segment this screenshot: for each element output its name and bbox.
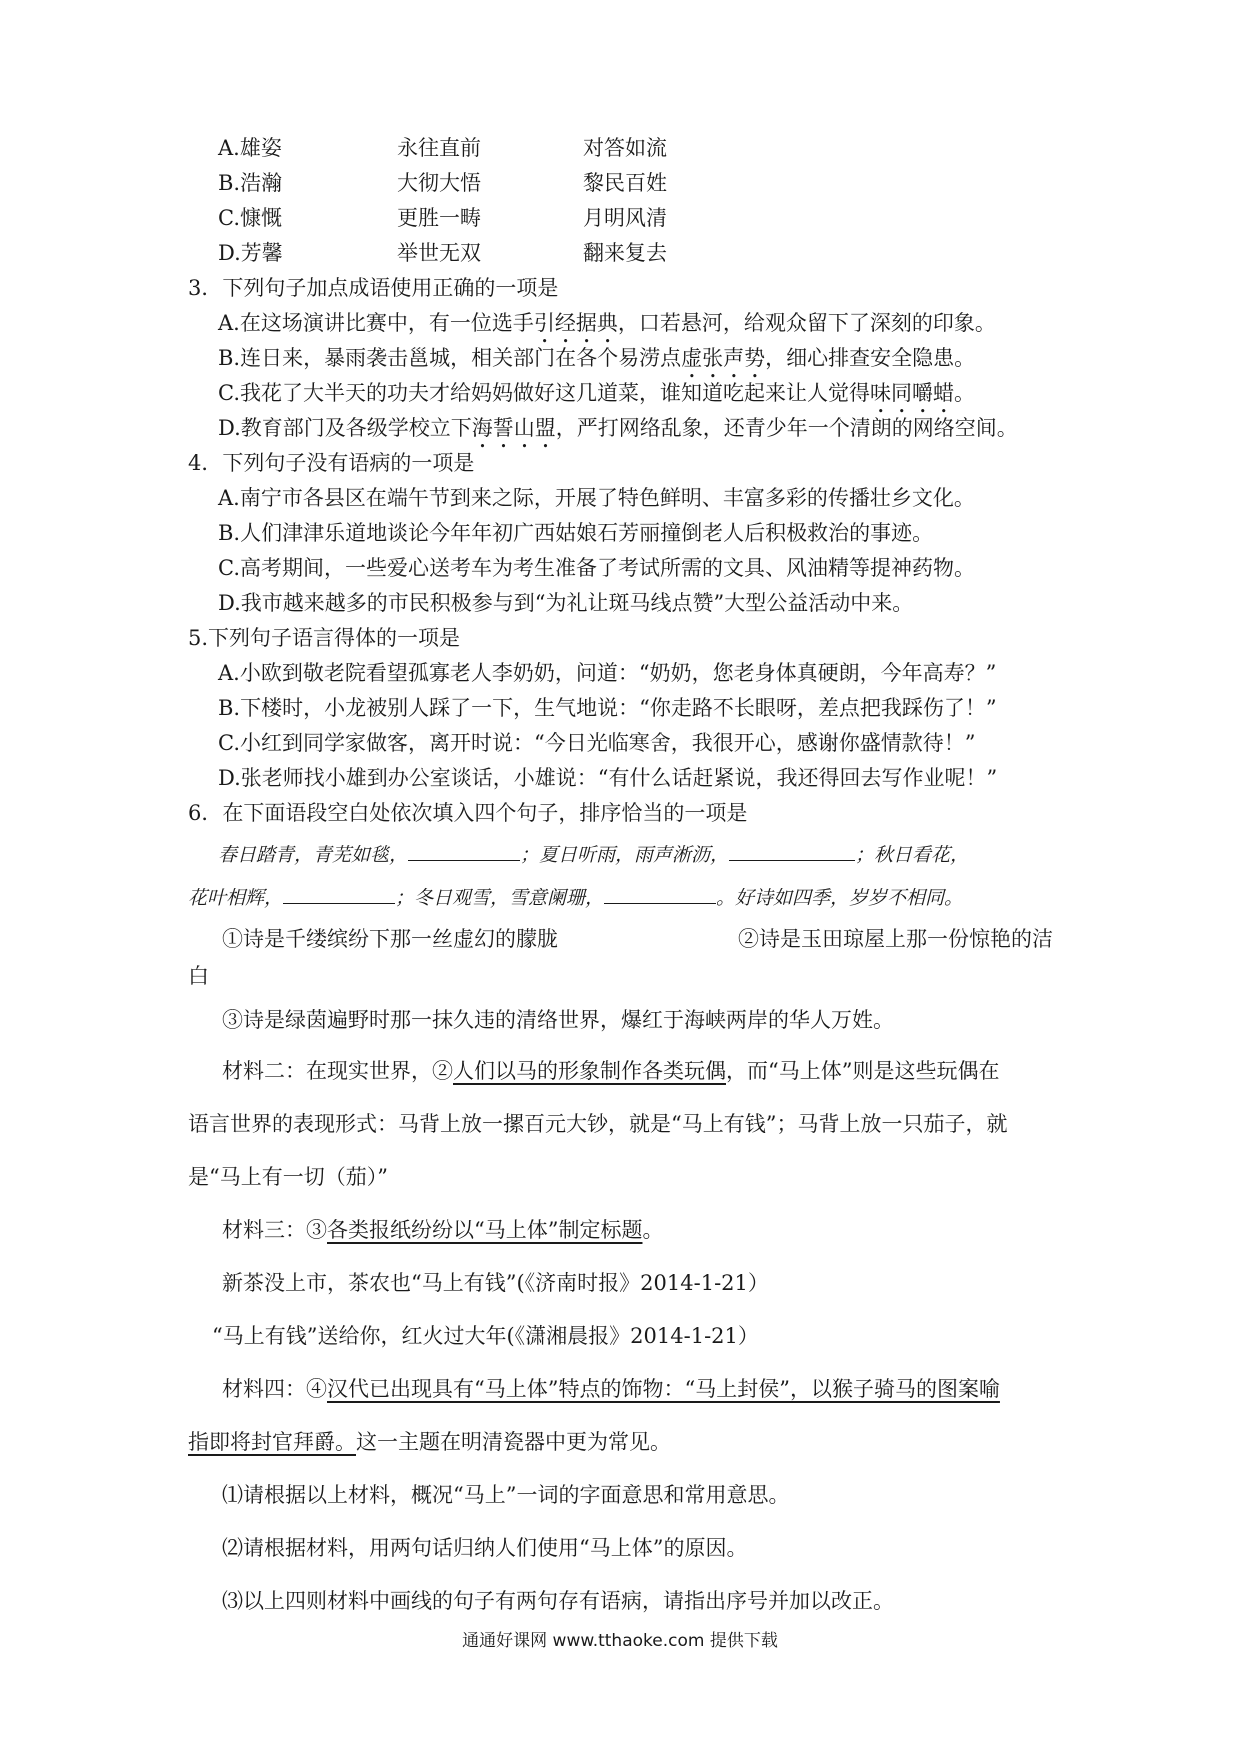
q3-option-b: B.连日来，暴雨袭击邕城，相关部门在各个易涝点虚张声势，细心排查安全隐患。: [218, 346, 976, 370]
sub-question-2: ⑵请根据材料，用两句话归纳人们使用“马上体”的原因。: [222, 1536, 748, 1560]
q2-option-a: A.雄姿: [218, 136, 282, 160]
material-4-line2: 指即将封官拜爵。这一主题在明清瓷器中更为常见。: [188, 1430, 671, 1454]
q4-stem: 4．下列句子没有语病的一项是: [188, 451, 475, 475]
q4-option-b: B.人们津津乐道地谈论今年年初广西姑娘石芳丽撞倒老人后积极救治的事迹。: [218, 521, 934, 545]
q2-c-word3: 月明风清: [583, 206, 667, 230]
q2-d-word2: 举世无双: [397, 241, 481, 265]
material-2-line2: 语言世界的表现形式：马背上放一摞百元大钞，就是“马上有钱”；马背上放一只茄子，就: [188, 1112, 1008, 1136]
q4-option-c: C.高考期间，一些爱心送考车为考生准备了考试所需的文具、风油精等提神药物。: [218, 556, 975, 580]
q5-option-b: B.下楼时，小龙被别人踩了一下，生气地说：“你走路不长眼呀，差点把我踩伤了！”: [218, 696, 997, 720]
q2-b-word3: 黎民百姓: [583, 171, 667, 195]
material-3-line1: 材料三：③各类报纸纷纷以“马上体”制定标题。: [222, 1218, 664, 1242]
q6-passage-line1: 春日踏青，青芜如毯， ；夏日听雨，雨声淅沥， ；秋日看花，: [218, 840, 969, 869]
q5-option-c: C.小红到同学家做客，离开时说：“今日光临寒舍，我很开心，感谢你盛情款待！”: [218, 731, 976, 755]
fill-blank: [408, 840, 520, 861]
fill-blank: [604, 883, 716, 904]
q5-option-a: A.小欧到敬老院看望孤寡老人李奶奶，问道：“奶奶，您老身体真硬朗，今年高寿？”: [218, 661, 997, 685]
page-footer: 通通好课网 www.tthaoke.com 提供下载: [462, 1631, 778, 1651]
q4-option-d: D.我市越来越多的市民积极参与到“为礼让斑马线点赞”大型公益活动中来。: [218, 591, 914, 615]
fill-blank: [729, 840, 855, 861]
q2-option-d: D.芳馨: [218, 241, 283, 265]
q5-option-d: D.张老师找小雄到办公室谈话，小雄说：“有什么话赶紧说，我还得回去写作业呢！”: [218, 766, 998, 790]
material-2-line3: 是“马上有一切（茄）”: [188, 1165, 388, 1189]
q6-passage-line2: 花叶相辉， ；冬日观雪，雪意阑珊， 。好诗如四季，岁岁不相同。: [188, 883, 963, 912]
q2-a-word2: 永往直前: [397, 136, 481, 160]
q4-option-a: A.南宁市各县区在端午节到来之际，开展了特色鲜明、丰富多彩的传播壮乡文化。: [218, 486, 975, 510]
material-4-line1: 材料四：④汉代已出现具有“马上体”特点的饰物：“马上封侯”，以猴子骑马的图案喻: [222, 1377, 1000, 1401]
underlined-sentence: 各类报纸纷纷以“马上体”制定标题: [327, 1218, 643, 1242]
q6-choice-3: ③诗是绿茵遍野时那一抹久违的清络世界，爆红于海峡两岸的华人万姓。: [222, 1008, 894, 1032]
sub-question-3: ⑶以上四则材料中画线的句子有两句存有语病，请指出序号并加以改正。: [222, 1589, 894, 1613]
fill-blank: [283, 883, 395, 904]
q3-option-d: D.教育部门及各级学校立下海誓山盟，严打网络乱象，还青少年一个清朗的网络空间。: [218, 416, 1018, 440]
underlined-sentence: 人们以马的形象制作各类玩偶: [453, 1059, 726, 1083]
q6-choice-2-cont: 白: [188, 964, 209, 988]
material-2-line1: 材料二：在现实世界，②人们以马的形象制作各类玩偶，而“马上体”则是这些玩偶在: [222, 1059, 1000, 1083]
q2-option-b: B.浩瀚: [218, 171, 283, 195]
sub-question-1: ⑴请根据以上材料，概况“马上”一词的字面意思和常用意思。: [222, 1483, 790, 1507]
headline-2: “马上有钱”送给你，红火过大年(《潇湘晨报》2014-1-21）: [212, 1324, 759, 1348]
q2-option-c: C.慷慨: [218, 206, 282, 230]
headline-1: 新茶没上市，茶农也“马上有钱”(《济南时报》2014-1-21）: [222, 1271, 769, 1295]
q6-stem: 6．在下面语段空白处依次填入四个句子，排序恰当的一项是: [188, 801, 748, 825]
dotted-idiom: 引经据典: [533, 311, 618, 335]
underlined-sentence: 汉代已出现具有“马上体”特点的饰物：“马上封侯”，以猴子骑马的图案喻: [327, 1377, 1000, 1401]
dotted-idiom: 海誓山盟: [471, 416, 556, 440]
q2-d-word3: 翻来复去: [583, 241, 667, 265]
q3-option-a: A.在这场演讲比赛中，有一位选手引经据典，口若悬河，给观众留下了深刻的印象。: [218, 311, 996, 335]
q3-option-c: C.我花了大半天的功夫才给妈妈做好这几道菜，谁知道吃起来让人觉得味同嚼蜡。: [218, 381, 975, 405]
q2-a-word3: 对答如流: [583, 136, 667, 160]
q6-choice-2: ②诗是玉田琼屋上那一份惊艳的洁: [738, 927, 1053, 951]
underlined-sentence: 指即将封官拜爵。: [188, 1430, 356, 1454]
q6-choice-1: ①诗是千缕缤纷下那一丝虚幻的朦胧: [222, 927, 558, 951]
q5-stem: 5.下列句子语言得体的一项是: [188, 626, 461, 650]
q3-stem: 3．下列句子加点成语使用正确的一项是: [188, 276, 559, 300]
dotted-idiom: 味同嚼蜡: [870, 381, 954, 405]
q2-b-word2: 大彻大悟: [397, 171, 481, 195]
q2-c-word2: 更胜一畴: [397, 206, 481, 230]
dotted-idiom: 虚张声势: [681, 346, 766, 370]
